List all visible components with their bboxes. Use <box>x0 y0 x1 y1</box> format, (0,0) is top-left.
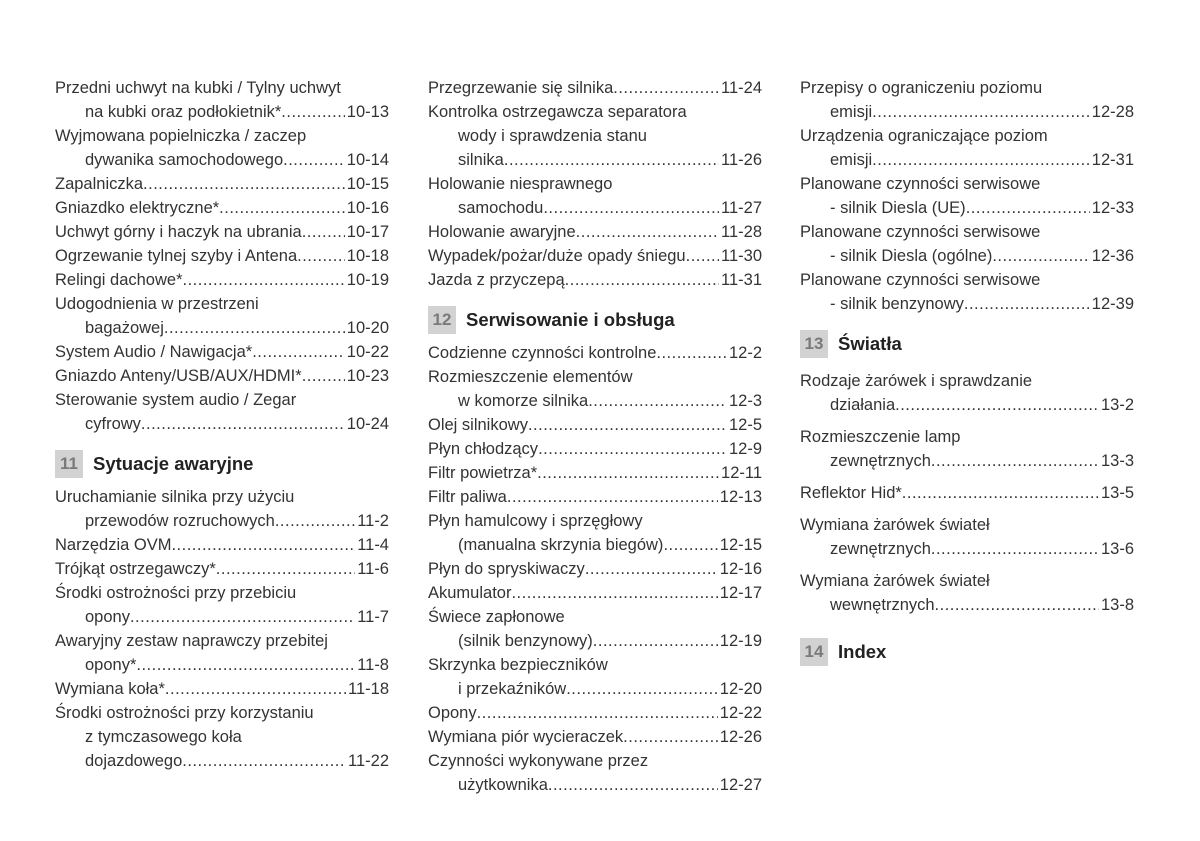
toc-entry-text: Codzienne czynności kontrolne <box>428 344 657 362</box>
dot-leader <box>931 449 1099 473</box>
toc-entry-text: Płyn chłodzący <box>428 440 539 458</box>
dot-leader <box>565 268 719 292</box>
toc-entry[interactable] <box>428 557 762 581</box>
toc-entry-line <box>55 244 389 268</box>
toc-entry[interactable] <box>428 725 762 749</box>
toc-page-number[interactable]: 13-8 <box>1100 596 1134 614</box>
toc-entry-text: Płyn hamulcowy i sprzęgłowy <box>428 512 643 530</box>
toc-page-number[interactable]: 11-8 <box>357 656 389 674</box>
toc-entry-line <box>428 485 762 509</box>
dot-leader <box>219 196 345 220</box>
toc-page-number[interactable]: 12-2 <box>728 344 762 362</box>
toc-page-number[interactable]: 12-11 <box>721 464 762 482</box>
toc-page-number[interactable]: 13-6 <box>1100 540 1134 558</box>
dot-leader <box>283 148 345 172</box>
dot-leader <box>656 341 727 365</box>
toc-page-number[interactable]: 10-20 <box>346 319 389 337</box>
toc-entry-line <box>800 100 1134 124</box>
toc-entry-line <box>428 581 762 605</box>
toc-entry-line <box>55 533 389 557</box>
toc-entry[interactable] <box>55 581 389 629</box>
toc-page-number[interactable]: 12-33 <box>1091 199 1134 217</box>
toc-entry-text: użytkownika <box>458 776 548 794</box>
toc-entry-text: Planowane czynności serwisowe <box>800 271 1041 289</box>
toc-entry[interactable] <box>800 425 1134 473</box>
toc-entry-line <box>428 220 762 244</box>
toc-entry-line <box>55 100 389 124</box>
section-title: Serwisowanie i obsługa <box>466 309 675 330</box>
toc-entry-text: wody i sprawdzenia stanu <box>458 127 647 145</box>
toc-entry-text: dojazdowego <box>85 752 183 770</box>
toc-entry[interactable] <box>55 701 389 773</box>
toc-entry[interactable] <box>55 629 389 677</box>
toc-page-number[interactable]: 10-24 <box>346 415 389 433</box>
toc-entry[interactable] <box>55 124 389 172</box>
toc-page-number[interactable]: 10-15 <box>346 175 389 193</box>
toc-entry-line <box>55 340 389 364</box>
toc-page-number[interactable]: 12-28 <box>1091 103 1134 121</box>
toc-entry-text: na kubki oraz podłokietnik* <box>85 103 282 121</box>
toc-entry-line <box>428 701 762 725</box>
dot-leader <box>663 533 717 557</box>
toc-entry-text: Wyjmowana popielniczka / zaczep <box>55 127 307 145</box>
toc-entry-text: Relingi dachowe* <box>55 271 183 289</box>
dot-leader <box>537 461 719 485</box>
toc-entry-text: Opony <box>428 704 477 722</box>
dot-leader <box>613 76 719 100</box>
toc-entry-line <box>800 393 1134 417</box>
dot-leader <box>593 629 718 653</box>
toc-page-number[interactable]: 11-22 <box>348 752 389 770</box>
dot-leader <box>504 148 719 172</box>
toc-page-number[interactable]: 13-3 <box>1100 452 1134 470</box>
toc-entry-text: Holowanie awaryjne <box>428 223 576 241</box>
toc-entry-text: Rozmieszczenie lamp <box>800 428 961 446</box>
toc-entry[interactable] <box>428 100 762 172</box>
dot-leader <box>566 677 718 701</box>
toc-entry-line <box>55 172 389 196</box>
toc-entry-line <box>55 148 389 172</box>
toc-page-number[interactable]: 12-19 <box>719 632 762 650</box>
toc-page-number[interactable]: 13-5 <box>1100 484 1134 502</box>
toc-entry[interactable] <box>55 557 389 581</box>
toc-page-number[interactable]: 12-9 <box>728 440 762 458</box>
dot-leader <box>576 220 719 244</box>
toc-entry-line <box>428 629 762 653</box>
toc-entry-text: opony* <box>85 656 137 674</box>
toc-entry-text: (silnik benzynowy) <box>458 632 593 650</box>
toc-entry-line <box>55 605 389 629</box>
toc-entry-text: cyfrowy <box>85 415 141 433</box>
toc-page-number[interactable]: 11-2 <box>357 512 389 530</box>
toc-entry-text: Płyn do spryskiwaczy <box>428 560 585 578</box>
toc-page-number[interactable]: 10-19 <box>346 271 389 289</box>
toc-entry-text: Wymiana żarówek świateł <box>800 572 990 590</box>
toc-entry-text: Skrzynka bezpieczników <box>428 656 608 674</box>
toc-entry[interactable] <box>55 76 389 124</box>
toc-page-number[interactable]: 10-23 <box>346 367 389 385</box>
toc-entry-line <box>800 481 1134 505</box>
toc-entry-text: Rozmieszczenie elementów <box>428 368 633 386</box>
dot-leader <box>477 701 718 725</box>
toc-entry[interactable] <box>55 244 389 268</box>
toc-entry[interactable] <box>55 364 389 388</box>
toc-entry[interactable] <box>55 268 389 292</box>
toc-page-number[interactable]: 12-15 <box>719 536 762 554</box>
toc-entry-line <box>428 76 762 100</box>
toc-entry[interactable] <box>428 172 762 220</box>
section-number-badge: 12 <box>428 306 456 334</box>
toc-page-number[interactable]: 11-24 <box>721 79 762 97</box>
toc-entry-line <box>55 364 389 388</box>
section-header <box>800 329 1134 359</box>
section-title: Index <box>838 641 887 662</box>
toc-entry-line <box>55 268 389 292</box>
dot-leader <box>902 481 1099 505</box>
toc-entry-text: Środki ostrożności przy korzystaniu <box>55 704 314 722</box>
toc-entry-text: Holowanie niesprawnego <box>428 175 613 193</box>
toc-entry[interactable] <box>800 513 1134 561</box>
section-header <box>55 449 389 479</box>
toc-entry-line <box>428 557 762 581</box>
toc-entry-line <box>428 533 762 557</box>
dot-leader <box>623 725 718 749</box>
toc-entry-line <box>800 292 1134 316</box>
toc-page-number[interactable]: 11-18 <box>348 680 389 698</box>
toc-entry[interactable] <box>800 481 1134 505</box>
toc-entry[interactable] <box>428 605 762 653</box>
dot-leader <box>165 677 346 701</box>
toc-entry-text: Rodzaje żarówek i sprawdzanie <box>800 372 1033 390</box>
toc-entry-line <box>428 341 762 365</box>
toc-entry[interactable] <box>428 268 762 292</box>
toc-entry-text: System Audio / Nawigacja* <box>55 343 253 361</box>
toc-page-number[interactable]: 12-22 <box>719 704 762 722</box>
toc-page-number[interactable]: 12-27 <box>719 776 762 794</box>
toc-entry-line <box>55 509 389 533</box>
toc-entry-text: Udogodnienia w przestrzeni <box>55 295 259 313</box>
toc-entry[interactable] <box>55 196 389 220</box>
dot-leader <box>511 581 717 605</box>
toc-entry[interactable] <box>428 341 762 365</box>
toc-page-number[interactable]: 12-13 <box>719 488 762 506</box>
toc-entry-line <box>428 244 762 268</box>
toc-entry-text: Planowane czynności serwisowe <box>800 223 1041 241</box>
toc-page-number[interactable]: 11-30 <box>721 247 762 265</box>
toc-entry-text: silnika <box>458 151 504 169</box>
toc-page-number[interactable]: 12-31 <box>1091 151 1134 169</box>
toc-entry[interactable] <box>428 461 762 485</box>
toc-entry-text: dywanika samochodowego <box>85 151 284 169</box>
dot-leader <box>183 268 345 292</box>
toc-entry-line <box>55 412 389 436</box>
toc-page-number[interactable]: 11-28 <box>721 223 762 241</box>
toc-entry-text: Przegrzewanie się silnika <box>428 79 614 97</box>
toc-entry-text: zewnętrznych <box>830 540 931 558</box>
toc-page-number[interactable]: 11-6 <box>357 560 389 578</box>
toc-entry-line <box>800 196 1134 220</box>
toc-entry-text: Sterowanie system audio / Zegar <box>55 391 297 409</box>
section-number-badge: 11 <box>55 450 83 478</box>
toc-entry-text: Ogrzewanie tylnej szyby i Antena <box>55 247 298 265</box>
toc-entry-line <box>428 268 762 292</box>
dot-leader <box>548 773 718 797</box>
toc-entry-text: Awaryjny zestaw naprawczy przebitej <box>55 632 328 650</box>
dot-leader <box>588 389 727 413</box>
toc-page-number[interactable]: 12-17 <box>719 584 762 602</box>
toc-entry[interactable] <box>55 388 389 436</box>
toc-entry-text: wewnętrznych <box>830 596 935 614</box>
dot-leader <box>585 557 718 581</box>
toc-entry-text: - silnik Diesla (ogólne) <box>830 247 993 265</box>
dot-leader <box>966 196 1090 220</box>
dot-leader <box>895 393 1099 417</box>
toc-entry-text: i przekaźników <box>458 680 567 698</box>
toc-entry-line <box>55 557 389 581</box>
toc-column-1 <box>55 76 389 773</box>
dot-leader <box>143 172 345 196</box>
toc-page-number[interactable]: 13-2 <box>1100 396 1134 414</box>
toc-entry-text: - silnik Diesla (UE) <box>830 199 966 217</box>
toc-page-number[interactable]: 12-36 <box>1091 247 1134 265</box>
toc-entry-text: Filtr paliwa <box>428 488 507 506</box>
toc-entry-text: Jazda z przyczepą <box>428 271 565 289</box>
dot-leader <box>686 244 719 268</box>
dot-leader <box>872 100 1090 124</box>
toc-entry-text: Olej silnikowy <box>428 416 528 434</box>
toc-entry-text: przewodów rozruchowych <box>85 512 275 530</box>
toc-entry[interactable] <box>55 485 389 533</box>
dot-leader <box>302 364 345 388</box>
toc-page-number[interactable]: 10-18 <box>346 247 389 265</box>
toc-entry[interactable] <box>428 365 762 413</box>
toc-entry-text: Wymiana żarówek świateł <box>800 516 990 534</box>
toc-entry-line <box>55 316 389 340</box>
toc-entry-text: Przepisy o ograniczeniu poziomu <box>800 79 1043 97</box>
dot-leader <box>507 485 718 509</box>
dot-leader <box>297 244 345 268</box>
dot-leader <box>136 653 355 677</box>
toc-page-number[interactable]: 10-14 <box>346 151 389 169</box>
toc-entry-line <box>800 593 1134 617</box>
dot-leader <box>216 557 355 581</box>
toc-entry[interactable] <box>55 172 389 196</box>
toc-entry-text: Narzędzia OVM <box>55 536 172 554</box>
toc-page-number[interactable]: 12-16 <box>719 560 762 578</box>
toc-entry-text: Gniazdo Anteny/USB/AUX/HDMI* <box>55 367 302 385</box>
toc-entry-line <box>428 389 762 413</box>
toc-entry[interactable] <box>428 413 762 437</box>
dot-leader <box>302 220 345 244</box>
toc-page-number[interactable]: 11-31 <box>721 271 762 289</box>
dot-leader <box>275 509 355 533</box>
toc-entry[interactable] <box>428 653 762 701</box>
toc-entry-text: zewnętrznych <box>830 452 931 470</box>
toc-entry-line <box>428 437 762 461</box>
toc-entry[interactable] <box>55 533 389 557</box>
toc-entry-text: Gniazdko elektryczne* <box>55 199 220 217</box>
toc-entry-text: Planowane czynności serwisowe <box>800 175 1041 193</box>
toc-entry-text: Świece zapłonowe <box>428 608 565 626</box>
section-number-badge: 13 <box>800 330 828 358</box>
toc-entry-line <box>428 677 762 701</box>
toc-entry-text: Uchwyt górny i haczyk na ubrania <box>55 223 302 241</box>
section-title: Sytuacje awaryjne <box>93 453 254 474</box>
toc-entry-text: Urządzenia ograniczające poziom <box>800 127 1048 145</box>
toc-entry-text: Filtr powietrza* <box>428 464 538 482</box>
toc-entry-text: - silnik benzynowy <box>830 295 964 313</box>
toc-entry[interactable] <box>428 244 762 268</box>
dot-leader <box>528 413 727 437</box>
toc-entry-text: Czynności wykonywane przez <box>428 752 649 770</box>
toc-page-number[interactable]: 12-20 <box>719 680 762 698</box>
toc-entry-line <box>428 413 762 437</box>
toc-entry-text: Środki ostrożności przy przebiciu <box>55 584 297 602</box>
toc-entry[interactable] <box>55 677 389 701</box>
toc-entry[interactable] <box>800 76 1134 124</box>
toc-entry-text: emisji <box>830 151 873 169</box>
toc-entry-text: opony <box>85 608 130 626</box>
toc-entry-text: Wymiana koła* <box>55 680 165 698</box>
toc-entry-line <box>55 196 389 220</box>
toc-entry[interactable] <box>428 485 762 509</box>
toc-entry-text: z tymczasowego koła <box>85 728 242 746</box>
toc-page-number[interactable]: 10-16 <box>346 199 389 217</box>
toc-entry-text: Uruchamianie silnika przy użyciu <box>55 488 295 506</box>
toc-entry[interactable] <box>428 509 762 557</box>
toc-entry-text: działania <box>830 396 896 414</box>
toc-entry[interactable] <box>428 437 762 461</box>
toc-entry-line <box>800 449 1134 473</box>
toc-entry-line <box>55 220 389 244</box>
toc-page-number[interactable]: 11-27 <box>721 199 762 217</box>
toc-page-number[interactable]: 12-5 <box>728 416 762 434</box>
toc-page-number[interactable]: 11-7 <box>357 608 389 626</box>
toc-entry-text: Akumulator <box>428 584 512 602</box>
toc-entry-line <box>800 148 1134 172</box>
toc-entry-text: Przedni uchwyt na kubki / Tylny uchwyt <box>55 79 341 97</box>
toc-entry-text: bagażowej <box>85 319 164 337</box>
toc-entry-text: Trójkąt ostrzegawczy* <box>55 560 216 578</box>
dot-leader <box>141 412 345 436</box>
toc-entry-text: Wymiana piór wycieraczek <box>428 728 624 746</box>
toc-page-number[interactable]: 12-39 <box>1091 295 1134 313</box>
toc-entry[interactable] <box>800 569 1134 617</box>
toc-entry-line <box>55 653 389 677</box>
toc-entry-text: w komorze silnika <box>458 392 589 410</box>
toc-entry-text: Kontrolka ostrzegawcza separatora <box>428 103 687 121</box>
dot-leader <box>171 533 355 557</box>
dot-leader <box>872 148 1090 172</box>
toc-entry[interactable] <box>428 76 762 100</box>
section-title: Światła <box>838 333 902 354</box>
toc-entry-text: (manualna skrzynia biegów) <box>458 536 664 554</box>
toc-page-number[interactable]: 11-4 <box>357 536 389 554</box>
toc-entry[interactable] <box>428 581 762 605</box>
toc-column-2 <box>428 76 762 797</box>
toc-entry-line <box>55 749 389 773</box>
dot-leader <box>164 316 345 340</box>
toc-entry[interactable] <box>800 124 1134 172</box>
dot-leader <box>964 292 1090 316</box>
dot-leader <box>538 437 727 461</box>
toc-entry[interactable] <box>428 749 762 797</box>
dot-leader <box>992 244 1089 268</box>
section-header <box>800 637 1134 667</box>
toc-entry-line <box>428 461 762 485</box>
toc-entry[interactable] <box>800 220 1134 268</box>
toc-entry-text: samochodu <box>458 199 544 217</box>
dot-leader <box>935 593 1099 617</box>
toc-entry-line <box>428 148 762 172</box>
toc-entry[interactable] <box>55 292 389 340</box>
toc-entry-text: emisji <box>830 103 873 121</box>
toc-entry[interactable] <box>55 340 389 364</box>
dot-leader <box>281 100 345 124</box>
toc-entry-text: Wypadek/pożar/duże opady śniegu <box>428 247 686 265</box>
toc-entry-text: Zapalniczka <box>55 175 144 193</box>
toc-page-number[interactable]: 11-26 <box>721 151 762 169</box>
toc-entry[interactable] <box>428 701 762 725</box>
toc-page-number[interactable]: 10-13 <box>346 103 389 121</box>
toc-page-number[interactable]: 10-17 <box>346 223 389 241</box>
toc-entry-line <box>55 677 389 701</box>
dot-leader <box>130 605 355 629</box>
toc-page-number[interactable]: 12-3 <box>728 392 762 410</box>
toc-entry[interactable] <box>428 220 762 244</box>
toc-entry-line <box>800 244 1134 268</box>
toc-entry[interactable] <box>800 369 1134 417</box>
toc-entry-line <box>428 725 762 749</box>
section-number-badge: 14 <box>800 638 828 666</box>
toc-page-number[interactable]: 12-26 <box>719 728 762 746</box>
dot-leader <box>543 196 719 220</box>
dot-leader <box>252 340 345 364</box>
toc-entry[interactable] <box>800 268 1134 316</box>
dot-leader <box>182 749 346 773</box>
toc-entry[interactable] <box>55 220 389 244</box>
toc-entry[interactable] <box>800 172 1134 220</box>
dot-leader <box>931 537 1099 561</box>
toc-page-number[interactable]: 10-22 <box>346 343 389 361</box>
toc-entry-line <box>428 773 762 797</box>
section-header <box>428 305 762 335</box>
toc-entry-line <box>800 537 1134 561</box>
toc-column-3 <box>800 76 1134 673</box>
toc-entry-line <box>428 196 762 220</box>
toc-entry-text: Reflektor Hid* <box>800 484 902 502</box>
